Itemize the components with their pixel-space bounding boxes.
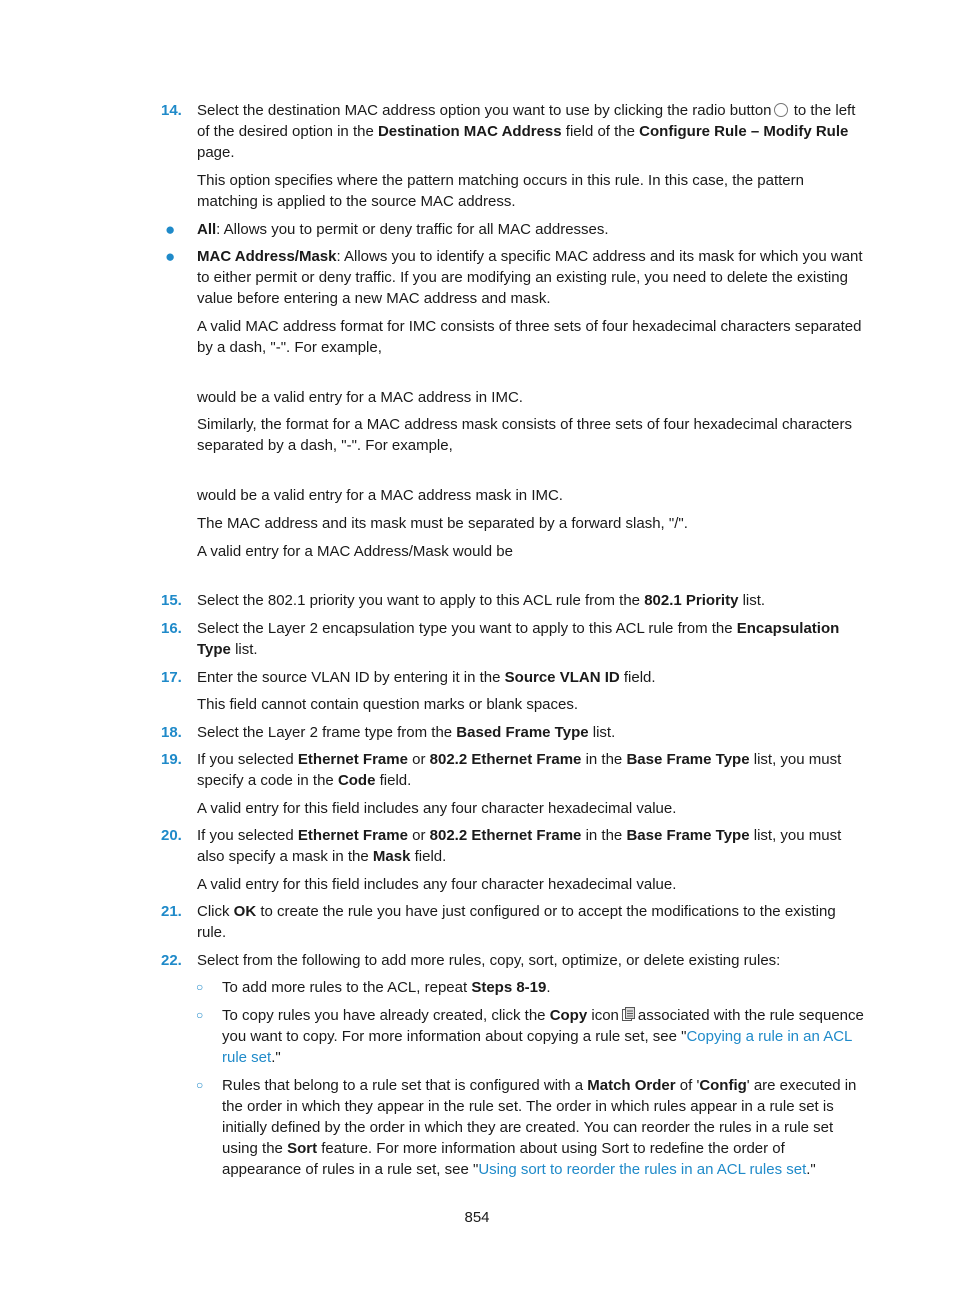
sub-bullet-icon: ○	[196, 980, 204, 994]
page-number: 854	[464, 1209, 490, 1226]
mac-valid-text: would be a valid entry for a MAC address in IMC.	[197, 389, 523, 406]
mac-mask-valid-text: A valid entry for a MAC Address/Mask would be	[197, 543, 513, 560]
bullet-icon: ●	[165, 247, 176, 266]
step-note: This option specifies where the pattern matching occurs in this rule. In this case, the pattern matching is applied to the source MAC address.	[197, 172, 804, 210]
step-number: 19.	[161, 751, 182, 768]
sort-reorder-link[interactable]: Using sort to reorder the rules in an ACL rules set	[478, 1161, 807, 1178]
step-number: 20.	[161, 827, 182, 844]
step-text: Select the destination MAC address option you want to use by clicking the radio button to the left of the desired option in the Destination MAC Address field of the Configure Rule – Modify Rule page.	[197, 102, 856, 161]
step-note: This field cannot contain question marks or blank spaces.	[197, 696, 579, 713]
step-number: 18.	[161, 724, 182, 741]
radio-button-icon	[774, 103, 788, 117]
copying-rule-link[interactable]: Copying a rule in an ACL rule set	[222, 1028, 852, 1066]
step-note: A valid entry for this field includes any four character hexadecimal value.	[197, 800, 677, 817]
mask-valid-text: would be a valid entry for a MAC address mask in IMC.	[197, 487, 563, 504]
slash-text: The MAC address and its mask must be separated by a forward slash, "/".	[197, 515, 688, 532]
step-number: 15.	[161, 592, 182, 609]
mac-format-text: A valid MAC address format for IMC consists of three sets of four hexadecimal characters separated by a dash, "-". For example,	[197, 318, 862, 356]
bullet-icon: ●	[165, 220, 176, 239]
step-number: 22.	[161, 952, 182, 969]
step-number: 14.	[161, 102, 182, 119]
step-number: 21.	[161, 903, 182, 920]
step-note: A valid entry for this field includes any four character hexadecimal value.	[197, 876, 677, 893]
sub-bullet-icon: ○	[196, 1078, 204, 1092]
copy-icon	[622, 1007, 635, 1022]
step-number: 16.	[161, 620, 182, 637]
sub-bullet-icon: ○	[196, 1008, 204, 1022]
mask-format-text: Similarly, the format for a MAC address mask consists of three sets of four hexadecimal characters separated by a dash, "-". For example,	[197, 416, 852, 454]
step-number: 17.	[161, 669, 182, 686]
